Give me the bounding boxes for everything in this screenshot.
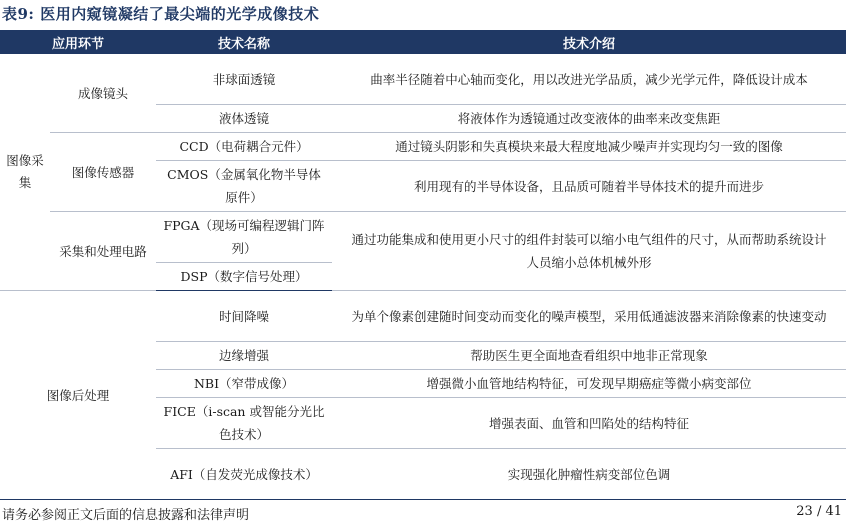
tech-desc: 将液体作为透镜通过改变液体的曲率来改变焦距 <box>332 105 846 133</box>
table-header-row <box>0 30 846 54</box>
tech-name: CMOS（金属氧化物半导体原件） <box>156 161 332 212</box>
header-tech-name: 技术名称 <box>156 30 332 54</box>
section-image-acquisition: 图像采集 <box>0 54 50 291</box>
sub-acquisition-circuit: 采集和处理电路 <box>50 212 156 291</box>
tech-desc: 实现强化肿瘤性病变部位色调 <box>332 449 846 500</box>
footer-disclaimer: 请务必参阅正文后面的信息披露和法律声明 <box>2 508 250 523</box>
tech-name: 非球面透镜 <box>156 54 332 105</box>
tech-desc: 帮助医生更全面地查看组织中地非正常现象 <box>332 342 846 370</box>
table-row <box>0 133 846 161</box>
tech-name: DSP（数字信号处理） <box>156 263 332 291</box>
tech-desc: 曲率半径随着中心轴而变化，用以改进光学品质，减少光学元件，降低设计成本 <box>332 54 846 105</box>
table-title: 表9: 医用内窥镜凝结了最尖端的光学成像技术 <box>2 5 320 23</box>
tech-name: FICE（i-scan 或智能分光比色技术） <box>156 398 332 449</box>
tech-name: FPGA（现场可编程逻辑门阵列） <box>156 212 332 263</box>
footer-divider <box>0 499 846 500</box>
header-application: 应用环节 <box>0 30 156 54</box>
tech-name: 液体透镜 <box>156 105 332 133</box>
tech-desc: 通过功能集成和使用更小尺寸的组件封装可以缩小电气组件的尺寸，从而帮助系统设计人员缩小总体机械外形 <box>332 212 846 291</box>
table-row <box>0 291 846 342</box>
section-post-processing: 图像后处理 <box>0 291 156 500</box>
technology-table <box>0 30 846 500</box>
tech-name: CCD（电荷耦合元件） <box>156 133 332 161</box>
sub-imaging-lens: 成像镜头 <box>50 54 156 133</box>
tech-name: 边缘增强 <box>156 342 332 370</box>
header-tech-intro: 技术介绍 <box>332 30 846 54</box>
tech-name: AFI（自发荧光成像技术） <box>156 449 332 500</box>
tech-desc: 通过镜头阴影和失真模块来最大程度地减少噪声并实现均匀一致的图像 <box>332 133 846 161</box>
tech-name: NBI（窄带成像） <box>156 370 332 398</box>
tech-desc: 为单个像素创建随时间变动而变化的噪声模型，采用低通滤波器来消除像素的快速变动 <box>332 291 846 342</box>
table-row <box>0 212 846 263</box>
tech-desc: 利用现有的半导体设备，且品质可随着半导体技术的提升而进步 <box>332 161 846 212</box>
table-row <box>0 54 846 105</box>
page-number: 23 / 41 <box>796 504 842 519</box>
tech-name: 时间降噪 <box>156 291 332 342</box>
sub-image-sensor: 图像传感器 <box>50 133 156 212</box>
tech-desc: 增强表面、血管和凹陷处的结构特征 <box>332 398 846 449</box>
tech-desc: 增强微小血管地结构特征，可发现早期癌症等微小病变部位 <box>332 370 846 398</box>
